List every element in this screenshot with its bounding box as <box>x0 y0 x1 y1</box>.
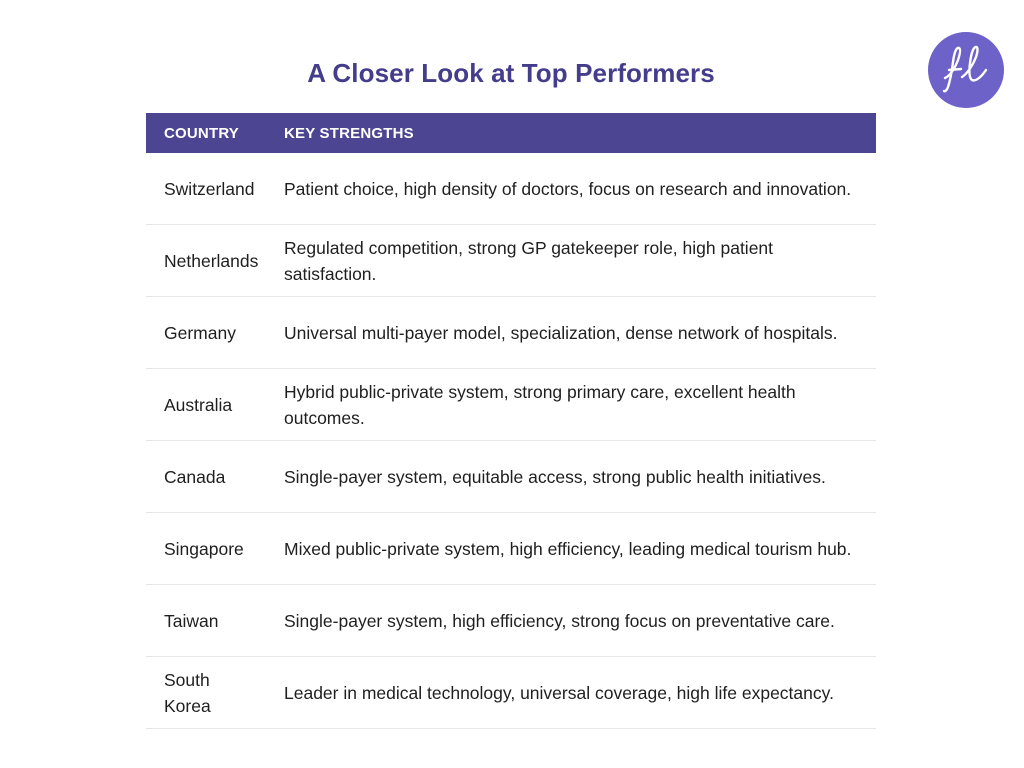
key-strengths-cell: Mixed public-private system, high efficiency, leading medical tourism hub. <box>284 538 852 559</box>
table-row <box>146 585 876 657</box>
key-strengths-cell: Regulated competition, strong GP gatekeeper role, high patient satisfaction. <box>284 237 774 284</box>
table-header <box>146 113 876 153</box>
table-row <box>146 225 876 297</box>
brand-logo <box>928 32 1004 108</box>
key-strengths-cell: Leader in medical technology, universal coverage, high life expectancy. <box>284 682 834 703</box>
table-body <box>146 153 876 729</box>
table-row <box>146 441 876 513</box>
page-title: A Closer Look at Top Performers <box>307 58 715 88</box>
key-strengths-cell: Universal multi-payer model, specialization, dense network of hospitals. <box>284 322 838 343</box>
country-cell: Switzerland <box>164 178 255 199</box>
table-row <box>146 297 876 369</box>
table-row <box>146 513 876 585</box>
key-strengths-cell: Single-payer system, high efficiency, strong focus on preventative care. <box>284 610 835 631</box>
key-strengths-cell: Single-payer system, equitable access, strong public health initiatives. <box>284 466 826 487</box>
key-strengths-cell: Hybrid public-private system, strong primary care, excellent health outcomes. <box>284 381 796 428</box>
country-cell: Netherlands <box>164 250 259 271</box>
signature-logo-icon <box>928 32 1004 108</box>
table-row <box>146 153 876 225</box>
table-row <box>146 657 876 729</box>
table-row <box>146 369 876 441</box>
performers-table <box>146 113 876 729</box>
country-cell: Australia <box>164 394 233 415</box>
country-cell: Germany <box>164 322 236 343</box>
header-key-strengths: KEY STRENGTHS <box>284 124 414 142</box>
key-strengths-cell: Patient choice, high density of doctors, focus on research and innovation. <box>284 178 852 199</box>
country-cell: Taiwan <box>164 610 219 631</box>
country-cell: South Korea <box>164 669 211 716</box>
country-cell: Singapore <box>164 538 244 559</box>
country-cell: Canada <box>164 466 226 487</box>
header-country: COUNTRY <box>164 124 240 142</box>
